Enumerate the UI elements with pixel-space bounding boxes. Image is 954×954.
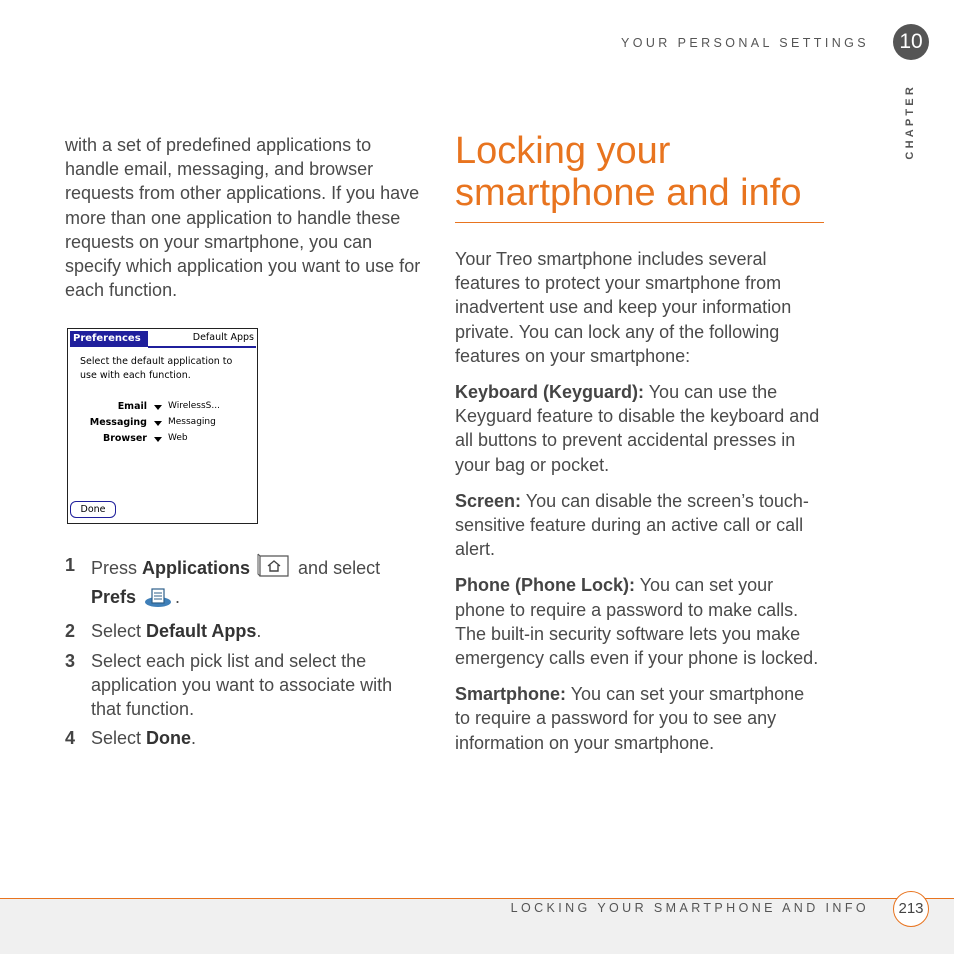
step-number: 3	[65, 650, 76, 671]
feature-phone	[455, 573, 824, 670]
step-text: .	[256, 621, 262, 642]
dropdown-arrow-icon	[154, 405, 162, 410]
step-item	[65, 553, 425, 614]
step-text: .	[191, 728, 197, 749]
feature-text: You can use the Keyguard feature to disable the keyboard and all buttons to prevent accidental presses in your bag or pocket.	[455, 382, 820, 475]
default-apps-screenshot	[67, 328, 258, 524]
feature-label: Smartphone:	[455, 684, 567, 705]
intro-paragraph: with a set of predefined applications to handle email, messaging, and browser requests from other applications. If you have more than one application to handle these requests on your smartphone, you can specify which application you want to use for each function.	[65, 135, 421, 301]
device-row-label: Email	[117, 401, 147, 412]
feature-label: Keyboard (Keyguard):	[455, 382, 645, 403]
step-text: Press	[91, 558, 143, 578]
device-title-rule	[148, 346, 256, 348]
step-text: and select	[293, 558, 381, 578]
device-row-value: Messaging	[168, 417, 216, 427]
step-text: Select	[91, 728, 147, 749]
device-preferences-tab: Preferences	[70, 331, 148, 347]
step-bold: Default Apps	[146, 621, 257, 642]
applications-home-icon	[257, 553, 291, 585]
dropdown-arrow-icon	[154, 437, 162, 442]
section-title: Locking your smartphone and info	[455, 130, 824, 223]
running-header: YOUR PERSONAL SETTINGS	[621, 36, 869, 50]
chapter-number-badge: 10	[893, 24, 929, 60]
device-screen-title: Default Apps	[192, 332, 254, 343]
device-instruction: Select the default application to use with each function.	[80, 356, 233, 381]
device-done-button: Done	[70, 501, 116, 518]
step-number: 4	[65, 728, 76, 749]
chapter-label: CHAPTER	[904, 84, 916, 160]
step-bold: Prefs	[91, 587, 137, 608]
device-row-value: WirelessS...	[168, 401, 220, 411]
feature-label: Screen:	[455, 490, 522, 511]
device-row-messaging	[68, 417, 257, 431]
step-item	[65, 726, 425, 750]
page-number-badge: 213	[893, 891, 929, 927]
device-title-bar	[68, 329, 257, 349]
right-column	[455, 130, 824, 755]
running-footer: LOCKING YOUR SMARTPHONE AND INFO	[510, 901, 869, 915]
left-column	[65, 133, 425, 302]
step-bold: Done	[146, 728, 192, 749]
section-intro: Your Treo smartphone includes several features to protect your smartphone from inadvertent use and keep your information private. You can lock any of the following features on your smartphone:	[455, 249, 792, 366]
step-item	[65, 649, 425, 722]
device-row-email	[68, 401, 257, 415]
step-text: Select each pick list and select the application you want to associate with that function.	[91, 650, 393, 720]
feature-keyboard	[455, 380, 824, 477]
feature-smartphone	[455, 682, 824, 755]
feature-label: Phone (Phone Lock):	[455, 575, 635, 596]
prefs-icon	[143, 586, 173, 614]
step-number: 1	[65, 555, 76, 575]
steps-list	[65, 553, 425, 755]
step-text: Select	[91, 621, 147, 642]
step-number: 2	[65, 621, 76, 642]
step-text: .	[175, 587, 181, 608]
device-row-browser	[68, 433, 257, 447]
device-row-label: Messaging	[89, 417, 147, 428]
feature-text: You can set your smartphone to require a password for you to see any information on your smartphone.	[455, 684, 805, 753]
step-bold: Applications	[142, 558, 251, 578]
feature-text: You can disable the screen’s touch-sensitive feature during an active call or call alert.	[455, 490, 809, 560]
step-item	[65, 619, 425, 643]
device-row-value: Web	[168, 433, 188, 443]
device-row-label: Browser	[102, 433, 147, 444]
feature-screen	[455, 489, 824, 562]
dropdown-arrow-icon	[154, 421, 162, 426]
feature-text: You can set your phone to require a password to make calls. The built-in security software lets you make emergency calls even if your phone is locked.	[455, 575, 819, 669]
